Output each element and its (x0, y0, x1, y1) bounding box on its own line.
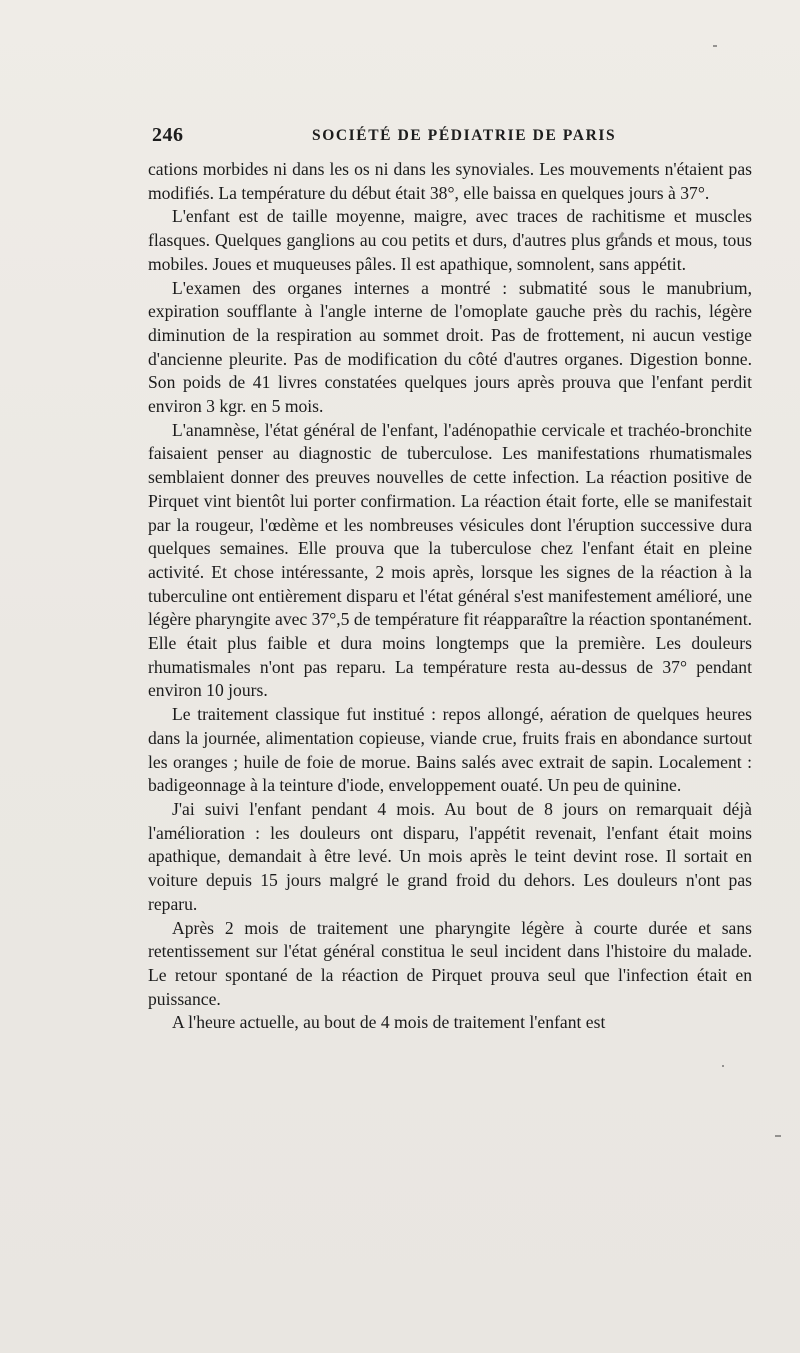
paragraph: J'ai suivi l'enfant pendant 4 mois. Au bout de 8 jours on remarquait déjà l'amélioration : les douleurs ont disparu, l'appétit revenait, l'enfant était moins apathique, demandait à être levé. Un mois après le teint devint rose. Il sortait en voiture depuis 15 jours malgré le grand froid du dehors. Les douleurs n'ont pas reparu. (148, 798, 752, 914)
paragraph: Le traitement classique fut institué : repos allongé, aération de quelques heures dans la journée, alimentation copieuse, viande crue, fruits frais en abondance surtout les oranges ; huile de foie de morue. Bains salés avec extrait de sapin. Localement : badigeonnage à la teinture d'iode, enveloppement ouaté. Un peu de quinine. (148, 704, 752, 796)
body-text (148, 158, 752, 1035)
paragraph: L'enfant est de taille moyenne, maigre, avec traces de rachitisme et muscles flasques. Quelques ganglions au cou petits et durs, d'autres plus grands et mous, tous mobiles. Joues et muqueuses pâles. Il est apathique, somnolent, sans appétit. (148, 206, 752, 274)
paragraph: A l'heure actuelle, au bout de 4 mois de traitement l'enfant est (172, 1012, 606, 1033)
page-header (152, 124, 752, 150)
page-number: 246 (152, 124, 184, 146)
paragraph-continued: cations morbides ni dans les os ni dans les synoviales. Les mouvements n'étaient pas modifiés. La température du début était 38°, elle baissa en quelques jours à 37°. (148, 159, 752, 203)
scan-speck (722, 1065, 724, 1067)
scan-speck (775, 1135, 781, 1137)
scan-speck (713, 45, 717, 47)
paragraph: L'examen des organes internes a montré : submatité sous le manubrium, expiration soufflante à l'angle interne de l'omoplate gauche près du rachis, légère diminution de la respiration au sommet droit. Pas de frottement, ni aucun vestige d'ancienne pleurite. Pas de modification du côté d'autres organes. Digestion bonne. Son poids de 41 livres constatées quelques jours après prouva que l'enfant perdit environ 3 kgr. en 5 mois. (148, 277, 752, 417)
running-title: SOCIÉTÉ DE PÉDIATRIE DE PARIS (312, 127, 617, 144)
paragraph: L'anamnèse, l'état général de l'enfant, l'adénopathie cervicale et trachéo-bronchite faisaient penser au diagnostic de tuberculose. Les manifestations rhumatismales semblaient donner des preuves nouvelles de cette infection. La réaction positive de Pirquet vint bientôt lui porter confirmation. La réaction était forte, elle se manifestait par la rougeur, l'œdème et les nombreuses vésicules dont l'éruption successive dura quelques semaines. Elle prouva que la tuberculose chez l'enfant était en pleine activité. Et chose intéressante, 2 mois après, lorsque les signes de la réaction à la tuberculine ont entièrement disparu et l'état général s'est manifestement amélioré, une légère pharyngite avec 37°,5 de température fit réapparaître la réaction spontanément. Elle était plus faible et dura moins longtemps que la première. Les douleurs rhumatismales n'ont pas reparu. La température resta au-dessus de 37° pendant environ 10 jours. (148, 419, 752, 701)
paragraph: Après 2 mois de traitement une pharyngite légère à courte durée et sans retentissement sur l'état général constitua le seul incident dans l'histoire du malade. Le retour spontané de la réaction de Pirquet prouva seul que l'infection était en puissance. (148, 917, 752, 1009)
